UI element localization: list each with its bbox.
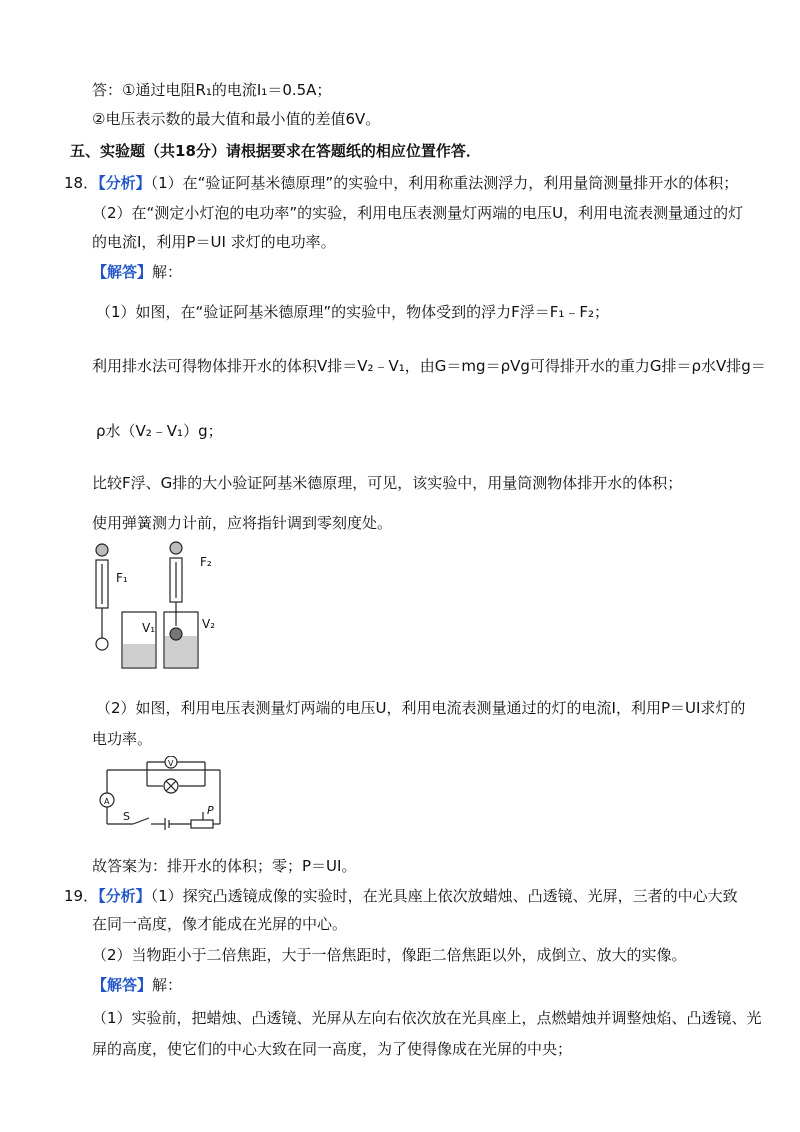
- answer-tag: 【解答】: [92, 263, 153, 281]
- answer-jie: 解：: [152, 976, 183, 994]
- analysis-tag: 【分析】: [98, 174, 151, 192]
- q18-sol-line5: 使用弹簧测力计前，应将指针调到零刻度处。: [92, 514, 393, 532]
- q18-final-answer: 故答案为：排开水的体积；零；P＝UI。: [92, 857, 357, 875]
- ammeter-label: A: [104, 797, 110, 806]
- q18-number: 18．: [64, 174, 99, 192]
- analysis-text: （1）探究凸透镜成像的实验时，在光具座上依次放蜡烛、凸透镜、光屏，三者的中心大致: [150, 887, 738, 905]
- q18-sol-line2: 利用排水法可得物体排开水的体积V排＝V₂﹣V₁，由G＝mg＝ρVg可得排开水的重力G排＝ρ水V排g＝: [92, 357, 766, 375]
- q18-analysis-line3: 的电流I，利用P＝UI 求灯的电功率。: [92, 233, 336, 251]
- q19-number: 19．: [64, 887, 99, 905]
- archimedes-figure: [90, 540, 240, 670]
- q19-analysis-line2: 在同一高度，像才能成在光屏的中心。: [92, 915, 348, 933]
- q18-answer-tag: [92, 262, 182, 282]
- voltmeter-label: V: [168, 759, 174, 768]
- q18-sol-line3: ρ水（V₂﹣V₁）g；: [96, 422, 223, 440]
- label-v1: V₁: [142, 621, 156, 635]
- answer-tag: 【解答】: [92, 976, 153, 994]
- q18-analysis-line2: （2）在“测定小灯泡的电功率”的实验，利用电压表测量灯两端的电压U，利用电流表测量通过的灯: [92, 204, 744, 222]
- answer-jie: 解：: [152, 263, 183, 281]
- section-heading: 五、实验题（共18分）请根据要求在答题纸的相应位置作答．: [70, 142, 481, 160]
- label-f2: F₂: [200, 555, 212, 569]
- q18-sol-line1: （1）如图，在“验证阿基米德原理”的实验中，物体受到的浮力F浮＝F₁﹣F₂；: [96, 303, 609, 321]
- q18-analysis-line1: [64, 173, 738, 193]
- analysis-tag: 【分析】: [98, 887, 151, 905]
- q19-sol-line2: 屏的高度，使它们的中心大致在同一高度，为了使得像成在光屏的中央；: [92, 1040, 573, 1058]
- label-v2: V₂: [202, 617, 216, 631]
- q18-sol-line7: 电功率。: [92, 730, 153, 748]
- analysis-text: （1）在“验证阿基米德原理”的实验中，利用称重法测浮力，利用量筒测量排开水的体积；: [150, 174, 739, 192]
- circuit-figure: [95, 756, 235, 836]
- q19-analysis-line1: [64, 886, 738, 906]
- q18-sol-line6: （2）如图，利用电压表测量灯两端的电压U，利用电流表测量通过的灯的电流I，利用P＝UI求灯的: [96, 699, 746, 717]
- q19-analysis-line3: （2）当物距小于二倍焦距，大于一倍焦距时，像距二倍焦距以外，成倒立、放大的实像。: [92, 946, 687, 964]
- q18-sol-line4: 比较F浮、G排的大小验证阿基米德原理，可见，该实验中，用量筒测物体排开水的体积；: [92, 474, 683, 492]
- slider-label: P: [207, 804, 214, 817]
- answer-line-current: 答：①通过电阻R₁的电流I₁＝0.5A；: [92, 81, 332, 99]
- q19-sol-line1: （1）实验前，把蜡烛、凸透镜、光屏从左向右依次放在光具座上，点燃蜡烛并调整烛焰、凸透镜、光: [92, 1009, 762, 1027]
- switch-label: S: [123, 810, 130, 823]
- label-f1: F₁: [116, 571, 128, 585]
- answer-line-voltage: ②电压表示数的最大值和最小值的差值6V。: [92, 110, 381, 128]
- q19-answer-tag: [92, 975, 182, 995]
